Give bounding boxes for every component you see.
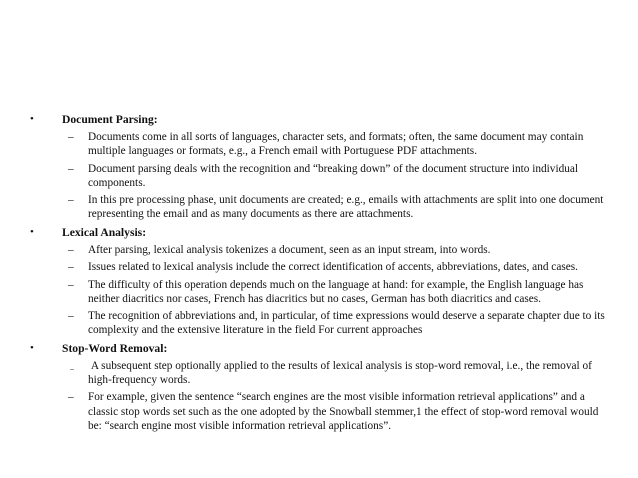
list-item-text: A subsequent step optionally applied to the results of lexical analysis is stop-word removal, i.e., the removal of high-frequency words. (88, 359, 595, 386)
list-item (30, 162, 615, 190)
dash-icon: – (68, 310, 74, 323)
dash-icon: – (70, 363, 74, 373)
section-lexical-analysis (30, 225, 615, 338)
list-item (30, 130, 615, 158)
bullet-icon: • (30, 113, 34, 125)
section-heading (30, 225, 615, 240)
list-item-text: Documents come in all sorts of languages, character sets, and formats; often, the same document may contain multiple languages or formats, e.g., a French email with Portuguese PDF attachments. (88, 131, 584, 158)
dash-icon: – (68, 162, 74, 175)
dash-icon: – (68, 261, 74, 274)
list-item-text: Document parsing deals with the recognition and “breaking down” of the document structure into individual components. (88, 162, 579, 189)
section-document-parsing (30, 112, 615, 222)
list-item (30, 390, 615, 433)
slide-content (30, 112, 615, 436)
list-item-text: The recognition of abbreviations and, in particular, of time expressions would deserve a separate chapter due to its complexity and the extensive literature in the field For current approaches (88, 310, 605, 337)
section-title: Stop-Word Removal: (62, 341, 168, 355)
list-item (30, 260, 615, 274)
list-item (30, 309, 615, 337)
dash-icon: – (68, 391, 74, 404)
list-item (30, 359, 615, 387)
dash-icon: – (68, 243, 74, 256)
section-heading (30, 112, 615, 127)
section-stop-word-removal (30, 341, 615, 433)
list-item-text: The difficulty of this operation depends much on the language at hand: for example, the English language has neither diacritics nor cases, French has diacritics but no cases, German has both diacritics and cases. (88, 278, 584, 305)
section-title: Document Parsing: (62, 113, 158, 126)
list-item (30, 193, 615, 221)
list-item (30, 243, 615, 257)
bullet-icon: • (30, 341, 34, 354)
bullet-icon: • (30, 225, 34, 238)
list-item-text: After parsing, lexical analysis tokenizes a document, seen as an input stream, into words. (88, 243, 491, 256)
list-item-text: Issues related to lexical analysis include the correct identification of accents, abbreviations, dates, and cases. (88, 261, 578, 274)
section-title: Lexical Analysis: (62, 225, 147, 239)
dash-icon: – (68, 278, 74, 291)
dash-icon: – (68, 194, 74, 207)
dash-icon: – (68, 131, 74, 143)
section-heading (30, 341, 615, 356)
list-item-text: For example, given the sentence “search engines are the most visible information retrieval applications” and a classic stop words set such as the one adopted by the Snowball stemmer,1 the effect of stop-word removal would be: “search engine most visible information retrieval applications”. (88, 391, 599, 432)
list-item-text: In this pre processing phase, unit documents are created; e.g., emails with attachments are split into one document representing the email and as many documents as there are attachments. (88, 194, 604, 221)
list-item (30, 278, 615, 306)
